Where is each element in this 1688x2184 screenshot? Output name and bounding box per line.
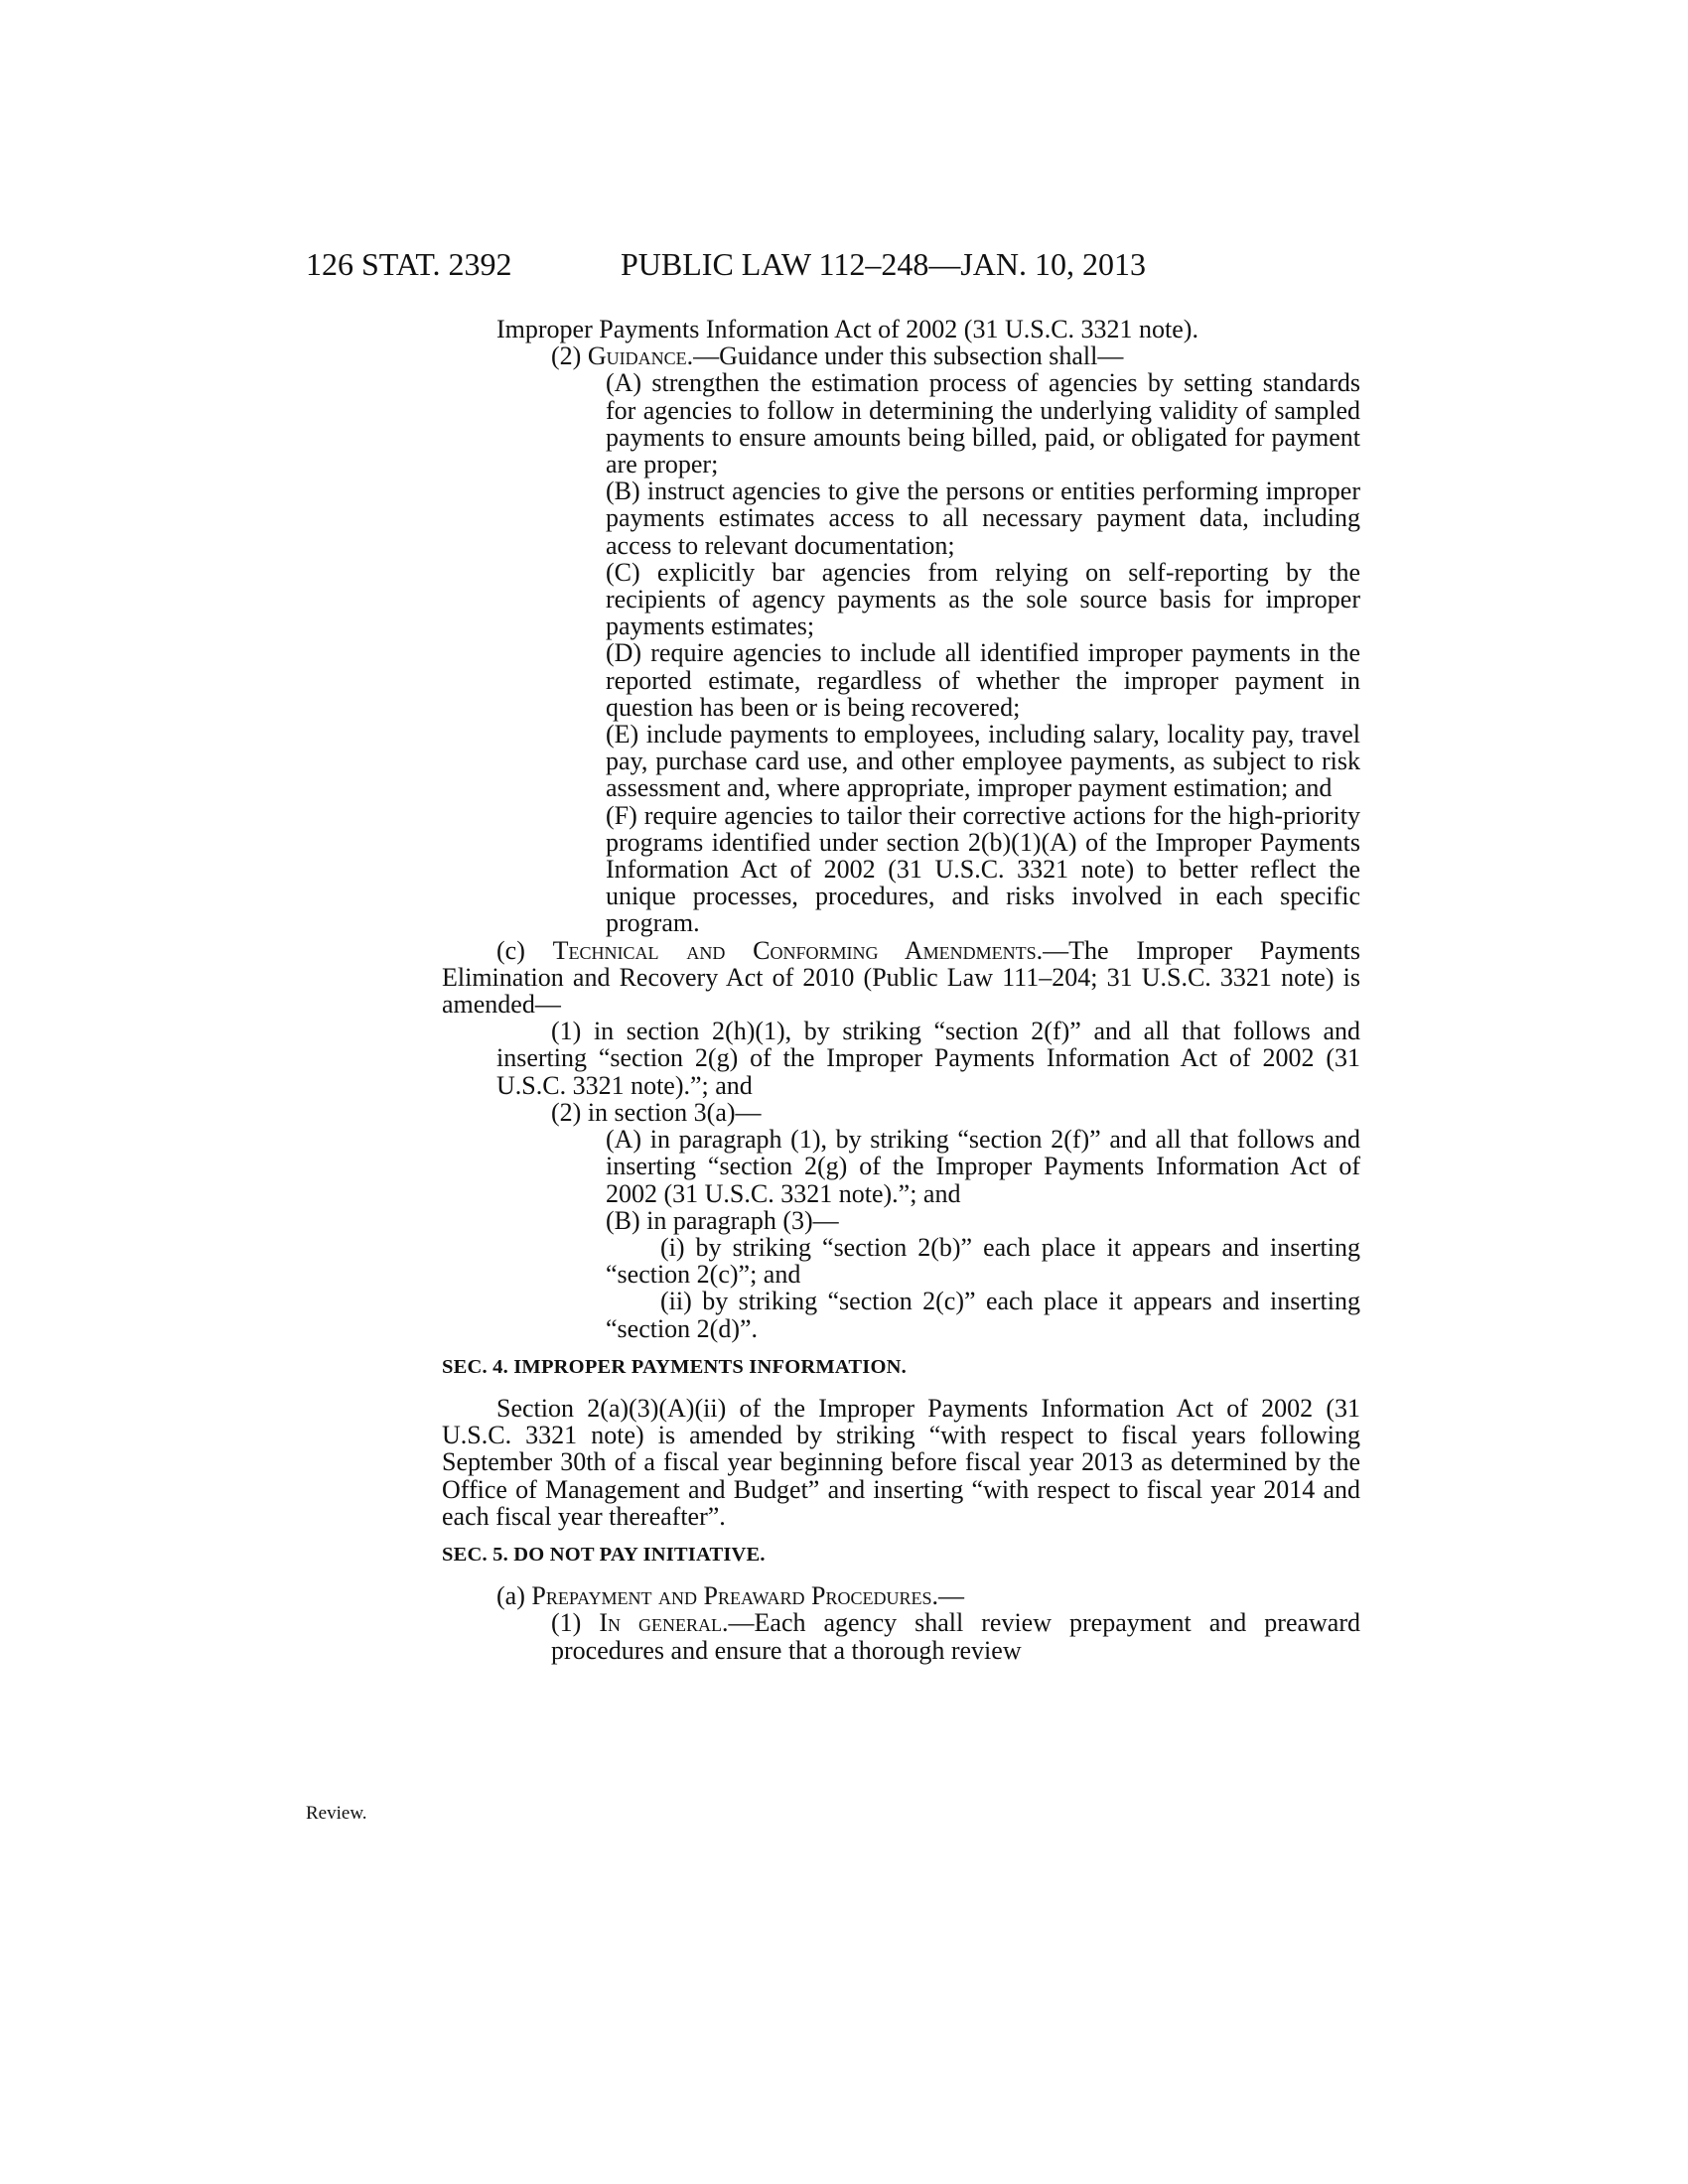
- amendment-1: (1) in section 2(h)(1), by striking “section 2(f)” and all that follows and inserting “section 2(g) of the Improper Payments Information Act of 2002 (31 U.S.C. 3321 note).”; and: [496, 1017, 1360, 1100]
- subsection-number: (a): [496, 1581, 532, 1611]
- subsection-heading: Technical and Conforming Amendments: [552, 935, 1037, 965]
- subparagraph-d: (D) require agencies to include all identified improper payments in the reported estimate, regardless of whether the improper payment in question has been or is being recovered;: [606, 638, 1360, 722]
- subparagraph-c: (C) explicitly bar agencies from relying on self-reporting by the recipients of agency payments as the sole source basis for improper payments estimates;: [606, 557, 1360, 641]
- paragraph-guidance: [496, 342, 1360, 369]
- subsection-heading: Prepayment and Preaward Procedures: [531, 1581, 932, 1611]
- subparagraph-f: (F) require agencies to tailor their corrective actions for the high-priority programs identified under section 2(b)(1)(A) of the Improper Payments Information Act of 2002 (31 U.S.C. 3321 note) to better reflect the unique processes, procedures, and risks involved in each specific program.: [606, 800, 1360, 938]
- running-head: PUBLIC LAW 112–248—JAN. 10, 2013: [621, 246, 1146, 282]
- paragraph-heading: In general: [599, 1608, 723, 1638]
- amendment-2b: (B) in paragraph (3)—: [606, 1205, 839, 1235]
- subsection-text: .—The Improper Payments Elimination and Recovery Act of 2010 (Public Law 111–204; 31 U.S.C. 3321 note) is amended—: [442, 935, 1360, 1020]
- paragraph-number: (2): [551, 341, 588, 371]
- subparagraph-a: (A) strengthen the estimation process of agencies by setting standards for agencies to follow in determining the underlying validity of sampled payments to ensure amounts being billed, paid, or obligated for payment are proper;: [606, 368, 1360, 479]
- paragraph-heading: Guidance: [587, 341, 687, 371]
- amendment-2b-ii: (ii) by striking “section 2(c)” each place it appears and inserting “section 2(d)”.: [606, 1287, 1360, 1343]
- subsection-number: (c): [496, 935, 553, 965]
- section-heading-5: SEC. 5. DO NOT PAY INITIATIVE.: [442, 1543, 766, 1566]
- paragraph-text: .—Each agency shall review prepayment and preaward procedures and ensure that a thorough review: [551, 1608, 1361, 1665]
- subsection-c: [442, 937, 1360, 1019]
- subparagraph-b: (B) instruct agencies to give the persons or entities performing improper payments estimates access to all necessary payment data, including access to relevant documentation;: [606, 477, 1360, 560]
- section-4-text: Section 2(a)(3)(A)(ii) of the Improper Payments Information Act of 2002 (31 U.S.C. 3321 note) is amended by striking “with respect to fiscal years following September 30th of a fiscal year beginning before fiscal year 2013 as determined by the Office of Management and Budget” and inserting “with respect to fiscal year 2014 and each fiscal year thereafter”.: [442, 1393, 1360, 1531]
- paragraph-number: (1): [551, 1608, 600, 1638]
- page-citation: 126 STAT. 2392: [306, 246, 512, 282]
- paragraph-continuation: Improper Payments Information Act of 2002 (31 U.S.C. 3321 note).: [496, 315, 1198, 343]
- amendment-2b-i: (i) by striking “section 2(b)” each place it appears and inserting “section 2(c)”; and: [606, 1232, 1360, 1290]
- subsection-a: [496, 1582, 1360, 1609]
- margin-note: Review.: [306, 1803, 367, 1824]
- document-body: [442, 315, 1361, 1665]
- amendment-2: (2) in section 3(a)—: [551, 1097, 762, 1127]
- paragraph-text: .—Guidance under this subsection shall—: [686, 341, 1124, 371]
- amendment-2a: (A) in paragraph (1), by striking “section 2(f)” and all that follows and inserting “section 2(g) of the Improper Payments Information Act of 2002 (31 U.S.C. 3321 note).”; and: [606, 1125, 1360, 1208]
- paragraph-in-general: [496, 1609, 1360, 1663]
- subsection-text: .—: [931, 1581, 965, 1611]
- subparagraph-e: (E) include payments to employees, including salary, locality pay, travel pay, purchase card use, and other employee payments, as subject to risk assessment and, where appropriate, improper payment estimation; and: [606, 720, 1360, 803]
- section-heading-4: SEC. 4. IMPROPER PAYMENTS INFORMATION.: [442, 1355, 907, 1378]
